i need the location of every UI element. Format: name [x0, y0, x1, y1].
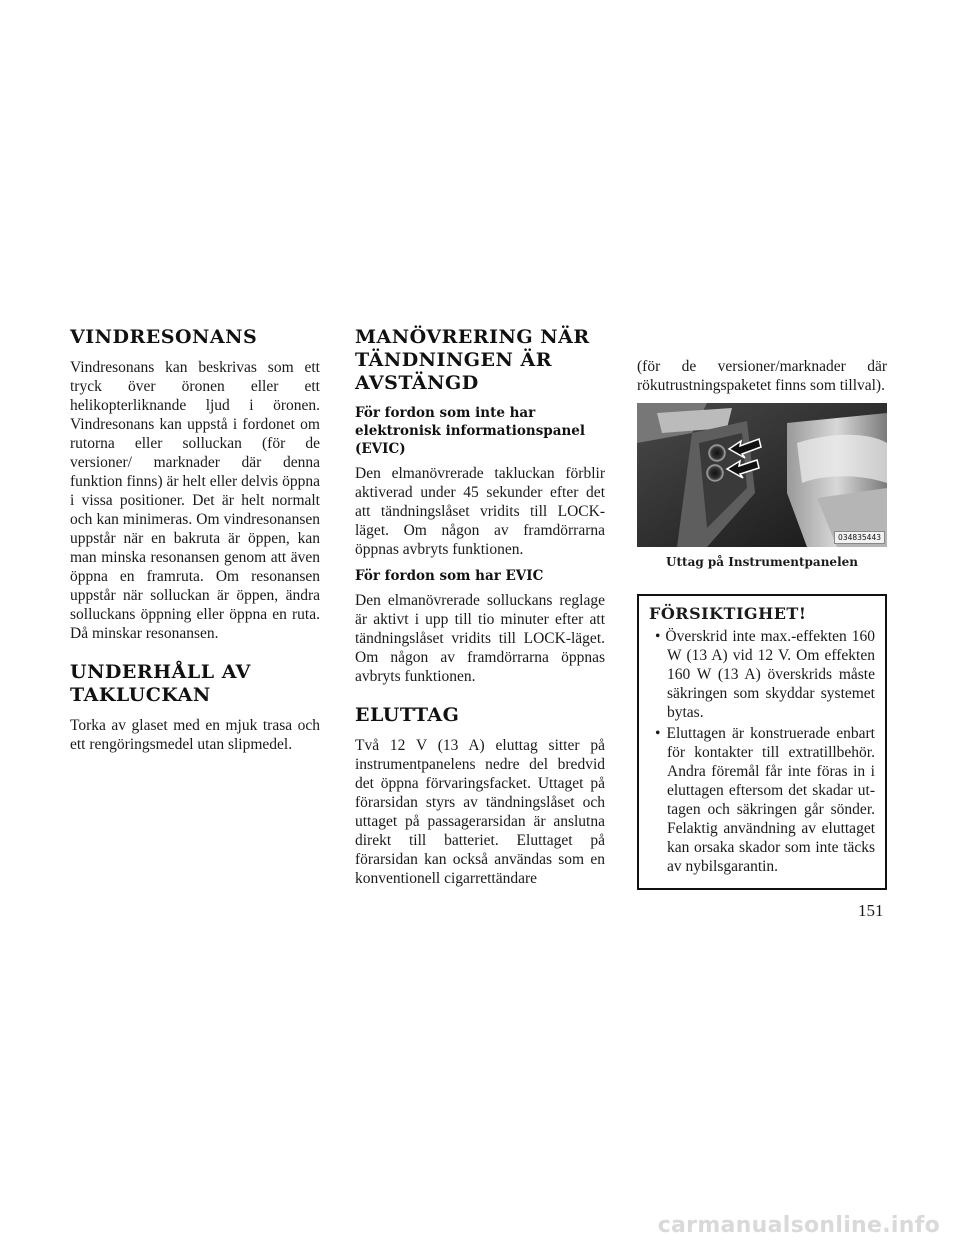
watermark: carmanualsonline.info — [657, 1213, 940, 1238]
warning-item: • Eluttagen är konstruerade enbart för kontakter till extratillbehör. Andra föremål får inte föras in i eluttagen eftersom det skadar uttagen och säkringen går sönder. Felaktig användning av eluttaget kan orsaka skador som inte täcks av nybilsgarantin. — [649, 724, 875, 876]
column-left — [70, 326, 320, 762]
paragraph-med-evic: Den elmanövrerade solluckans reglage är aktivt i upp till tio minuter efter att tändningslåset vridits till LOCK-läget. Om någon av framdörrarna öppnas avbryts funktionen. — [355, 592, 605, 685]
column-middle — [355, 326, 605, 896]
figure-caption: Uttag på Instrumentpanelen — [666, 555, 858, 569]
heading-eluttag: ELUTTAG — [355, 704, 460, 726]
power-outlet-illustration — [637, 403, 887, 547]
subheading-med-evic: För fordon som har EVIC — [355, 568, 544, 584]
paragraph-utan-evic: Den elmanövrerade takluckan förblir aktiverad under 45 sekunder efter det att tändningslåset vridits till LOCK-läget. Om någon av framdörrarna öppnas avbryts funktionen. — [355, 465, 605, 558]
paragraph-eluttag-continued: (för de versioner/marknader där rökutrustningspaketet finns som tillval). — [637, 358, 887, 394]
warning-title: FÖRSIKTIGHET! — [649, 604, 807, 623]
figure-code: 034835443 — [834, 531, 885, 544]
heading-manovrering: MANÖVRERING NÄR TÄNDNINGEN ÄR AVSTÄNGD — [355, 326, 590, 394]
paragraph-eluttag: Två 12 V (13 A) eluttag sitter på instrumentpanelens nedre del bredvid det öppna förvaringsfacket. Uttaget på förarsidan styrs av tändningslåset och uttaget på passagerarsidan är anslutna direkt till batteriet. Eluttaget på förarsidan kan också användas som en konventionell cigarrettändare — [355, 737, 605, 887]
heading-vindresonans: VINDRESONANS — [70, 326, 258, 348]
warning-box — [637, 594, 887, 890]
paragraph-underhall: Torka av glaset med en mjuk trasa och ett rengöringsmedel utan slipmedel. — [70, 717, 320, 753]
column-right — [637, 357, 887, 890]
power-outlet-photo — [637, 403, 887, 547]
subheading-utan-evic: För fordon som inte har elektronisk informationspanel (EVIC) — [355, 405, 586, 457]
heading-underhall: UNDERHÅLL AV TAKLUCKAN — [70, 661, 251, 706]
paragraph-vindresonans: Vindresonans kan beskrivas som ett tryck över öronen eller ett helikopterliknande ljud i öronen. Vindresonans kan uppstå i fordonet om rutorna eller solluckan (för de versioner/ marknader där denna funktion finns) är helt eller delvis öppna i vissa positioner. Det är helt normalt och kan minimeras. Om vindresonansen uppstår när en bakruta är öppen, kan man minska resonansen genom att även öppna en framruta. Om resonansen uppstår när solluckan är öppen, ändra solluckans öppning eller öppna en ruta. Då minskar resonansen. — [70, 359, 320, 642]
warning-item: • Överskrid inte max.-effekten 160 W (13 A) vid 12 V. Om effekten 160 W (13 A) överskrids måste säkringen som skyddar systemet bytas. — [649, 627, 875, 722]
warning-list — [649, 627, 875, 876]
page-number: 151 — [858, 901, 884, 920]
